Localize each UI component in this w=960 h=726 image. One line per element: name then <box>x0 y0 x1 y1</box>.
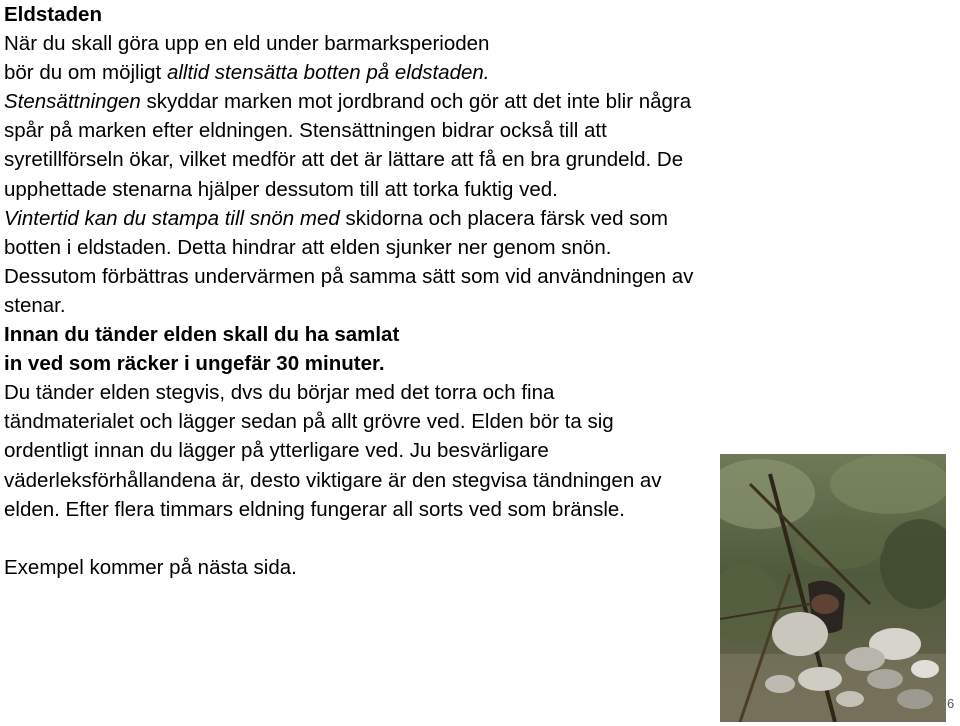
text-line: botten i eldstaden. Detta hindrar att elden sjunker ner genom snön. <box>4 235 612 259</box>
text-line: Vintertid kan du stampa till snön med skidorna och placera färsk ved som <box>4 206 668 230</box>
text-line: tändmaterialet och lägger sedan på allt grövre ved. Elden bör ta sig <box>4 410 614 434</box>
emphasis: alltid stensätta botten på eldstaden. <box>166 61 490 85</box>
text-line: elden. Efter flera timmars eldning fungerar all sorts ved som bränsle. <box>4 497 625 521</box>
text-line: väderleksförhållandena är, desto viktigare är den stegvisa tändningen av <box>4 468 662 492</box>
page-number: 6 <box>947 696 955 711</box>
text-line: spår på marken efter eldningen. Stensättningen bidrar också till att <box>4 119 607 143</box>
heading: Eldstaden <box>4 3 102 26</box>
text-line: Du tänder elden stegvis, dvs du börjar med det torra och fina <box>4 381 555 405</box>
text-line: bör du om möjligt alltid stensätta botten på eldstaden. <box>4 61 490 85</box>
bold-line: Innan du tänder elden skall du ha samlat <box>4 323 400 347</box>
document-body <box>4 0 764 582</box>
text-line: Stensättningen skyddar marken mot jordbrand och gör att det inte blir några <box>4 90 692 114</box>
text-line: stenar. <box>4 293 66 317</box>
bold-line: in ved som räcker i ungefär 30 minuter. <box>4 352 385 376</box>
text-line: ordentligt innan du lägger på ytterligare ved. Ju besvärligare <box>4 439 549 463</box>
text-line: upphettade stenarna hjälper dessutom till att torka fuktig ved. <box>4 177 558 201</box>
emphasis: Vintertid kan du stampa till snön med <box>4 206 340 230</box>
text-line: När du skall göra upp en eld under barmarksperioden <box>4 32 490 56</box>
text-line: Dessutom förbättras undervärmen på samma sätt som vid användningen av <box>4 264 694 288</box>
fireplace-photo <box>720 454 946 722</box>
text-line: syretillförseln ökar, vilket medför att det är lättare att få en bra grundeld. De <box>4 148 684 172</box>
emphasis: Stensättningen <box>4 90 141 114</box>
spacer <box>4 524 764 553</box>
text-line: Exempel kommer på nästa sida. <box>4 555 297 579</box>
